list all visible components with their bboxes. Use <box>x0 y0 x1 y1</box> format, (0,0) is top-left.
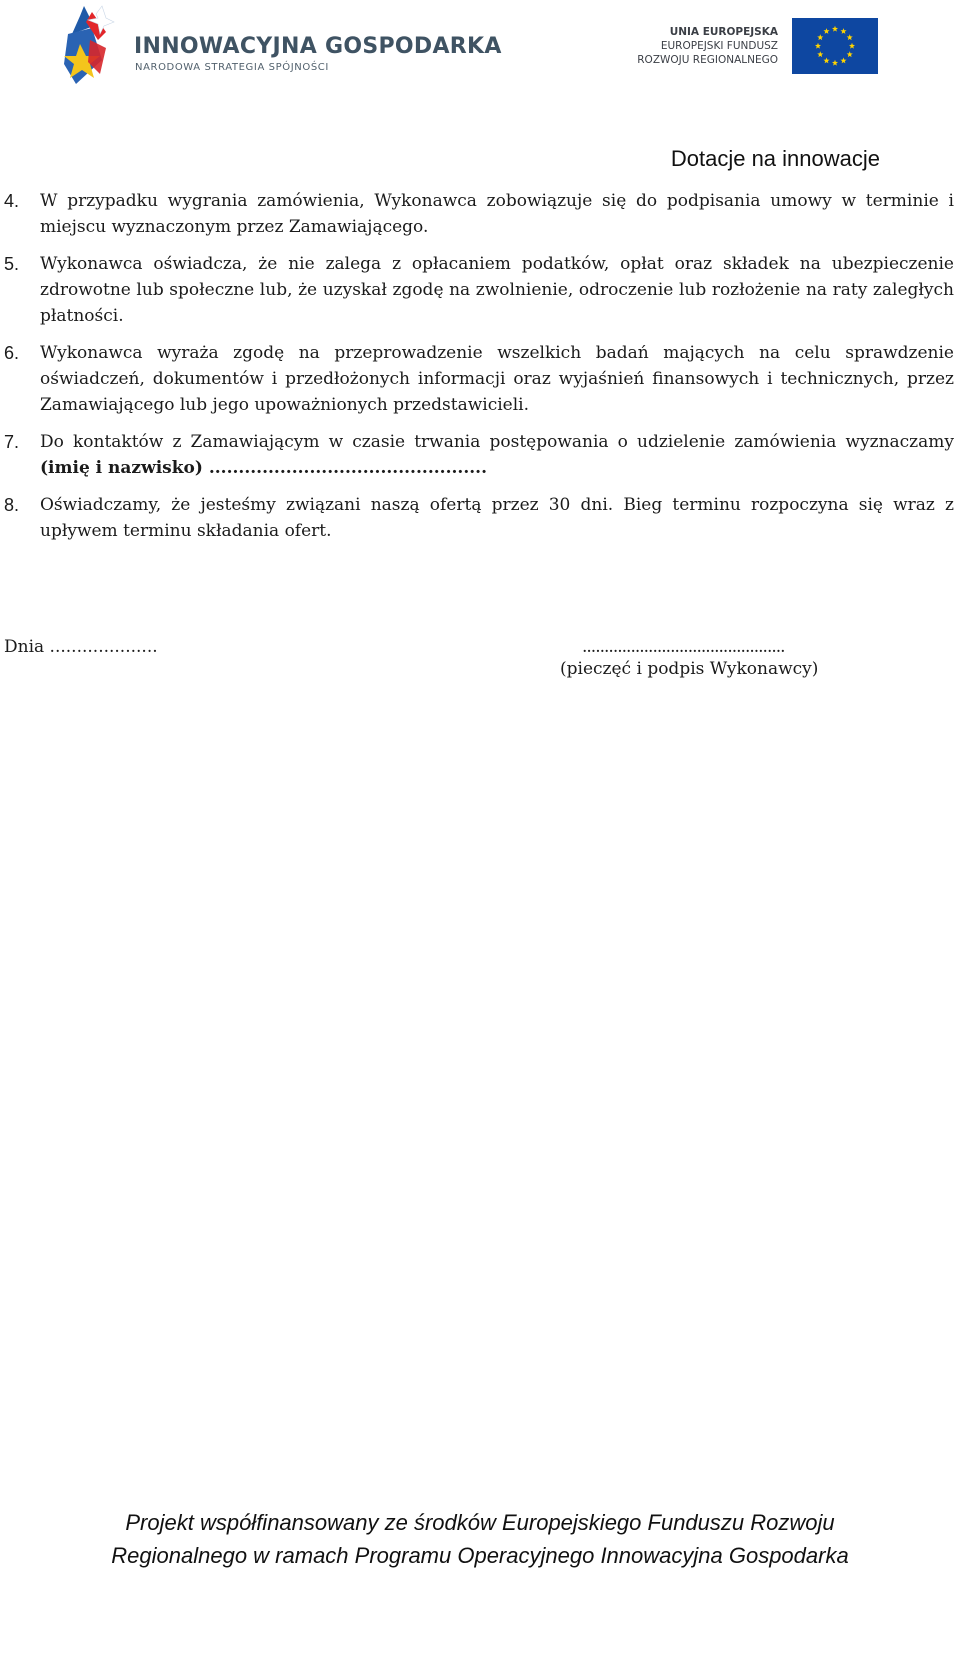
list-item <box>4 188 958 240</box>
page-footer <box>0 1506 960 1572</box>
list-item <box>4 340 958 418</box>
list-item-text: Wykonawca oświadcza, że nie zalega z opłacaniem podatków, opłat oraz składek na ubezpieczenie zdrowotne lub społeczne lub, że uzyskał zgodę na zwolnienie, odroczenie lub rozłożenie na raty zaległych płatności. <box>40 254 954 326</box>
list-item-text-contact <box>40 429 958 481</box>
logo-subtitle: NARODOWA STRATEGIA SPÓJNOŚCI <box>135 62 329 73</box>
list-item-number: 7. <box>4 432 20 452</box>
footer-line-2: Regionalnego w ramach Programu Operacyjnego Innowacyjna Gospodarka <box>111 1543 849 1568</box>
document-header-title: Dotacje na innowacje <box>670 146 880 171</box>
date-field: Dnia .................... <box>4 637 158 657</box>
eu-logo-line2: EUROPEJSKI FUNDUSZ <box>660 40 778 52</box>
list-item <box>4 492 958 544</box>
eu-logo-line1: UNIA EUROPEJSKA <box>669 26 778 38</box>
list-item <box>4 251 958 329</box>
stars-emblem-icon <box>62 4 132 92</box>
list-item-number: 4. <box>4 191 20 211</box>
signature-label: (pieczęć i podpis Wykonawcy) <box>560 659 819 679</box>
list-item-text: Oświadczamy, że jesteśmy związani naszą ofertą przez 30 dni. Bieg terminu rozpoczyna się wraz z upływem terminu składania ofert. <box>40 495 954 541</box>
signature-block <box>560 637 860 679</box>
statement-list <box>4 188 958 555</box>
eu-logo-text <box>637 25 778 67</box>
list-item-text: W przypadku wygrania zamówienia, Wykonawca zobowiązuje się do podpisania umowy w terminie i miejscu wyznaczonym przez Zamawiającego. <box>40 191 954 237</box>
eu-flag-icon <box>792 18 878 74</box>
list-item-number: 6. <box>4 343 20 363</box>
eu-logo-line3: ROZWOJU REGIONALNEGO <box>637 54 778 66</box>
list-item-number: 8. <box>4 495 20 515</box>
footer-line-1: Projekt współfinansowany ze środków Europejskiego Funduszu Rozwoju <box>125 1510 835 1535</box>
signature-line: .............................................. <box>582 637 785 657</box>
eu-logo <box>636 18 878 78</box>
list-item-number: 5. <box>4 254 20 274</box>
contact-text: Do kontaktów z Zamawiającym w czasie trwania postępowania o udzielenie zamówienia wyznaczamy <box>40 432 954 452</box>
logo-title: INNOWACYJNA GOSPODARKA <box>134 34 502 59</box>
list-item-text: Wykonawca wyraża zgodę na przeprowadzenie wszelkich badań mających na celu sprawdzenie oświadczeń, dokumentów i przedłożonych informacji oraz wyjaśnień finansowych i technicznych, przez Zamawiającego lub jego upoważnionych przedstawicieli. <box>40 343 954 415</box>
innowacyjna-gospodarka-logo <box>62 4 502 92</box>
list-item <box>4 429 958 481</box>
contact-name-field: (imię i nazwisko) ............................................... <box>40 458 487 478</box>
